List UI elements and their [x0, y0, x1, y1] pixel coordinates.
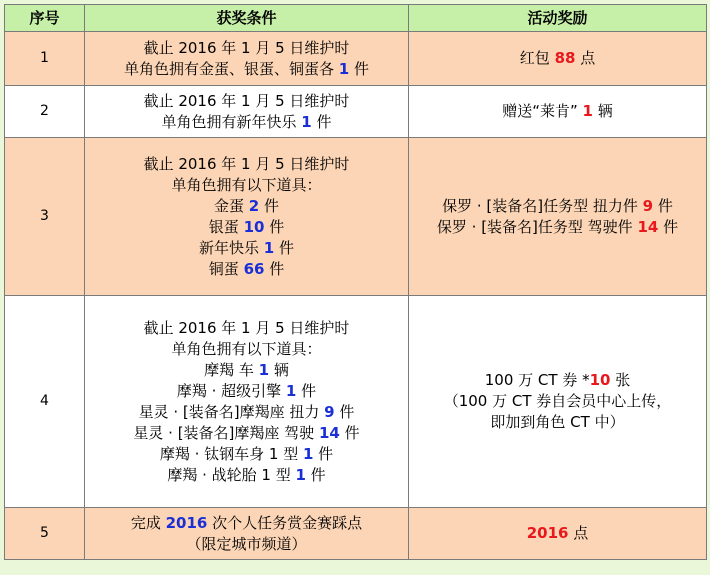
condition-line: 摩羯 · 超级引擎 1 件 — [176, 381, 317, 400]
header-condition: 获奖条件 — [85, 5, 409, 32]
condition-cell — [85, 32, 409, 86]
condition-line: 截止 2016 年 1 月 5 日维护时 — [143, 91, 350, 110]
condition-line: 单角色拥有金蛋、银蛋、铜蛋各 1 件 — [124, 59, 369, 78]
reward-line: 100 万 CT 券 *10 张 — [484, 371, 631, 389]
header-index: 序号 — [5, 5, 85, 32]
condition-line: 完成 2016 次个人任务赏金赛踩点 — [130, 513, 363, 532]
condition-line: 单角色拥有以下道具： — [171, 175, 322, 194]
reward-line: 2016 点 — [526, 524, 589, 542]
condition-line: 摩羯 · 钛钢车身 1 型 1 件 — [159, 444, 334, 463]
reward-cell — [409, 138, 707, 296]
table-row — [5, 296, 707, 508]
condition-line: 截止 2016 年 1 月 5 日维护时 — [143, 318, 350, 337]
reward-line: 赠送“莱肯” 1 辆 — [502, 102, 613, 120]
reward-cell — [409, 296, 707, 508]
condition-line: 银蛋 10 件 — [208, 217, 285, 236]
table-header-row — [5, 5, 707, 32]
condition-line: 星灵 · [装备名]摩羯座 驾驶 14 件 — [133, 423, 360, 442]
row-index: 4 — [5, 296, 85, 508]
condition-line: 单角色拥有新年快乐 1 件 — [161, 112, 332, 131]
table-row — [5, 138, 707, 296]
reward-table-container — [4, 4, 706, 560]
reward-line: 即加到角色 CT 中） — [490, 413, 625, 431]
table-row — [5, 86, 707, 138]
reward-cell — [409, 508, 707, 560]
table-row — [5, 32, 707, 86]
reward-line: 保罗 · [装备名]任务型 扭力件 9 件 — [442, 196, 673, 215]
reward-line: 保罗 · [装备名]任务型 驾驶件 14 件 — [436, 217, 679, 236]
row-index: 3 — [5, 138, 85, 296]
condition-line: 星灵 · [装备名]摩羯座 扭力 9 件 — [138, 402, 355, 421]
reward-cell — [409, 32, 707, 86]
row-index: 2 — [5, 86, 85, 138]
row-index: 1 — [5, 32, 85, 86]
reward-cell — [409, 86, 707, 138]
condition-line: 摩羯 · 战轮胎 1 型 1 件 — [167, 465, 326, 484]
reward-table — [4, 4, 707, 560]
condition-line: （限定城市频道） — [186, 534, 307, 553]
condition-cell — [85, 86, 409, 138]
condition-cell — [85, 296, 409, 508]
condition-cell — [85, 138, 409, 296]
header-reward: 活动奖励 — [409, 5, 707, 32]
condition-line: 新年快乐 1 件 — [199, 238, 294, 257]
condition-line: 截止 2016 年 1 月 5 日维护时 — [143, 38, 350, 57]
row-index: 5 — [5, 508, 85, 560]
reward-line: （100 万 CT 券自会员中心上传， — [443, 392, 672, 410]
condition-cell — [85, 508, 409, 560]
condition-line: 单角色拥有以下道具： — [171, 339, 322, 358]
reward-line: 红包 88 点 — [519, 49, 596, 67]
condition-line: 截止 2016 年 1 月 5 日维护时 — [143, 154, 350, 173]
table-row — [5, 508, 707, 560]
condition-line: 金蛋 2 件 — [214, 196, 279, 215]
condition-line: 摩羯 车 1 辆 — [204, 360, 289, 379]
condition-line: 铜蛋 66 件 — [208, 259, 285, 278]
